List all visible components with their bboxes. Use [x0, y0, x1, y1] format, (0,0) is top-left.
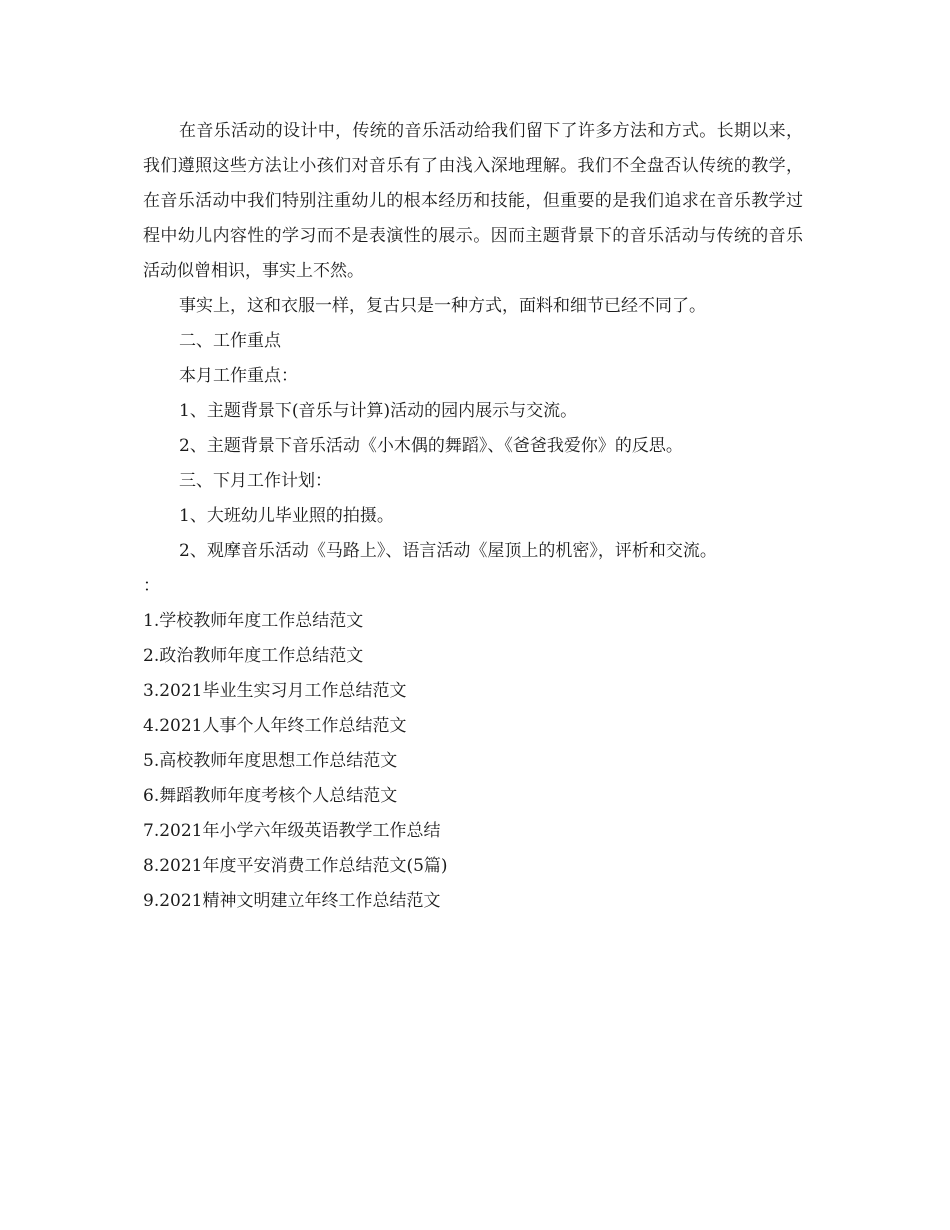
related-article-link[interactable]: 8.2021年度平安消费工作总结范文(5篇) — [143, 856, 448, 876]
related-article-link[interactable]: 1.学校教师年度工作总结范文 — [143, 611, 364, 631]
second-paragraph: 事实上，这和衣服一样，复古只是一种方式，面料和细节已经不同了。 — [179, 296, 706, 316]
colon-marker: ： — [143, 576, 160, 596]
related-article-link[interactable]: 6.舞蹈教师年度考核个人总结范文 — [143, 786, 398, 806]
focus-item-1: 1、主题背景下(音乐与计算)活动的园内展示与交流。 — [179, 401, 578, 421]
intro-paragraph: 在音乐活动的设计中，传统的音乐活动给我们留下了许多方法和方式。长期以来，我们遵照这些方法让小孩们对音乐有了由浅入深地理解。我们不全盘否认传统的教学，在音乐活动中我们特别注重幼儿的根本经历和技能，但重要的是我们追求在音乐教学过程中幼儿内容性的学习而不是表演性的展示。因而主题背景下的音乐活动与传统的音乐活动似曾相识，事实上不然。 — [143, 121, 803, 281]
related-article-link[interactable]: 2.政治教师年度工作总结范文 — [143, 646, 364, 666]
focus-intro: 本月工作重点： — [179, 366, 298, 386]
document-body — [143, 114, 803, 919]
related-article-link[interactable]: 4.2021人事个人年终工作总结范文 — [143, 716, 407, 736]
related-article-link[interactable]: 7.2021年小学六年级英语教学工作总结 — [143, 821, 441, 841]
plan-item-2: 2、观摩音乐活动《马路上》、语言活动《屋顶上的机密》，评析和交流。 — [179, 541, 717, 561]
focus-item-2: 2、主题背景下音乐活动《小木偶的舞蹈》、《爸爸我爱你》的反思。 — [179, 436, 683, 456]
related-articles-list — [143, 604, 803, 919]
related-article-link[interactable]: 5.高校教师年度思想工作总结范文 — [143, 751, 398, 771]
related-article-link[interactable]: 3.2021毕业生实习月工作总结范文 — [143, 681, 407, 701]
related-article-link[interactable]: 9.2021精神文明建立年终工作总结范文 — [143, 891, 441, 911]
section-two-heading: 二、工作重点 — [179, 331, 281, 351]
plan-item-1: 1、大班幼儿毕业照的拍摄。 — [179, 506, 394, 526]
section-three-heading: 三、下月工作计划： — [179, 471, 332, 491]
